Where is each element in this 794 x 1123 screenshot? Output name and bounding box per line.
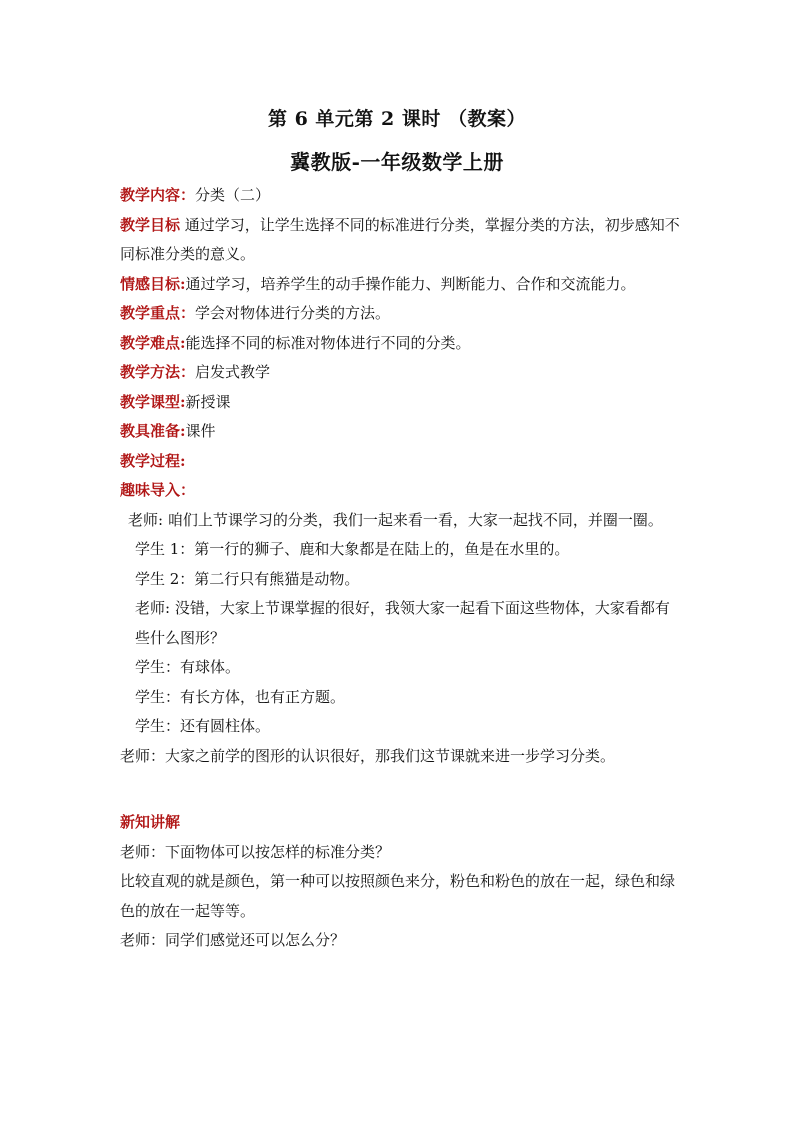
meta-label: 教学课型: bbox=[120, 392, 186, 411]
meta-process bbox=[120, 447, 680, 477]
meta-text: 通过学习，培养学生的动手操作能力、判断能力、合作和交流能力。 bbox=[185, 274, 636, 293]
document-title: 第 6 单元第 2 课时 （教案） bbox=[267, 108, 526, 130]
meta-text: 学会对物体进行分类的方法。 bbox=[195, 304, 391, 322]
meta-difficulty bbox=[120, 329, 680, 359]
meta-method bbox=[120, 358, 680, 388]
meta-label: 教学内容： bbox=[120, 186, 196, 204]
intro-line: 老师：大家之前学的图形的认识很好，那我们这节课就来进一步学习分类。 bbox=[120, 746, 616, 765]
intro-line: 老师: 咱们上节课学习的分类，我们一起来看一看，大家一起找不同，并圈一圈。 bbox=[128, 510, 663, 529]
meta-text: 通过学习，让学生选择不同的标准进行分类，掌握分类的方法，初步感知不同标准分类的意义。 bbox=[120, 215, 680, 263]
intro-line: 学生：有球体。 bbox=[135, 658, 241, 676]
meta-label: 教学目标 bbox=[120, 215, 181, 234]
intro-line: 学生：还有圆柱体。 bbox=[135, 717, 271, 735]
document-body bbox=[120, 181, 680, 956]
meta-emotion bbox=[120, 270, 680, 300]
meta-text: 启发式教学 bbox=[195, 363, 271, 381]
intro-line: 学生：有长方体，也有正方题。 bbox=[135, 687, 346, 706]
intro-line: 学生 2：第二行只有熊猫是动物。 bbox=[135, 569, 360, 588]
document-subtitle: 冀教版-一年级数学上册 bbox=[290, 150, 504, 174]
section-line: 比较直观的就是颜色，第一种可以按照颜色来分，粉色和粉色的放在一起，绿色和绿色的放在一起等等。 bbox=[120, 872, 676, 920]
intro-line: 老师: 没错，大家上节课掌握的很好，我领大家一起看下面这些物体，大家看都有些什么图形？ bbox=[135, 599, 670, 647]
meta-materials bbox=[120, 417, 680, 447]
meta-label: 教具准备: bbox=[120, 422, 186, 440]
meta-objective bbox=[120, 211, 680, 270]
meta-label: 教学重点： bbox=[120, 304, 196, 322]
intro-line: 学生 1：第一行的狮子、鹿和大象都是在陆上的，鱼是在水里的。 bbox=[135, 540, 570, 558]
meta-label: 情感目标: bbox=[120, 274, 186, 293]
section-line: 老师：同学们感觉还可以怎么分？ bbox=[120, 931, 346, 949]
meta-text: 课件 bbox=[185, 422, 216, 440]
meta-label: 教学难点: bbox=[120, 333, 186, 352]
meta-content bbox=[120, 181, 680, 211]
meta-text: 新授课 bbox=[185, 392, 231, 411]
meta-text: 能选择不同的标准对物体进行不同的分类。 bbox=[185, 333, 471, 352]
meta-label: 教学过程: bbox=[120, 451, 186, 470]
meta-intro bbox=[120, 476, 680, 506]
section-line: 老师：下面物体可以按怎样的标准分类？ bbox=[120, 842, 391, 861]
meta-key-point bbox=[120, 299, 680, 329]
section-heading: 新知讲解 bbox=[120, 813, 181, 831]
meta-text: 分类（二） bbox=[195, 186, 271, 204]
spacer bbox=[120, 771, 680, 808]
meta-label: 教学方法： bbox=[120, 363, 196, 381]
meta-lesson-type bbox=[120, 388, 680, 418]
meta-label: 趣味导入： bbox=[120, 481, 196, 499]
